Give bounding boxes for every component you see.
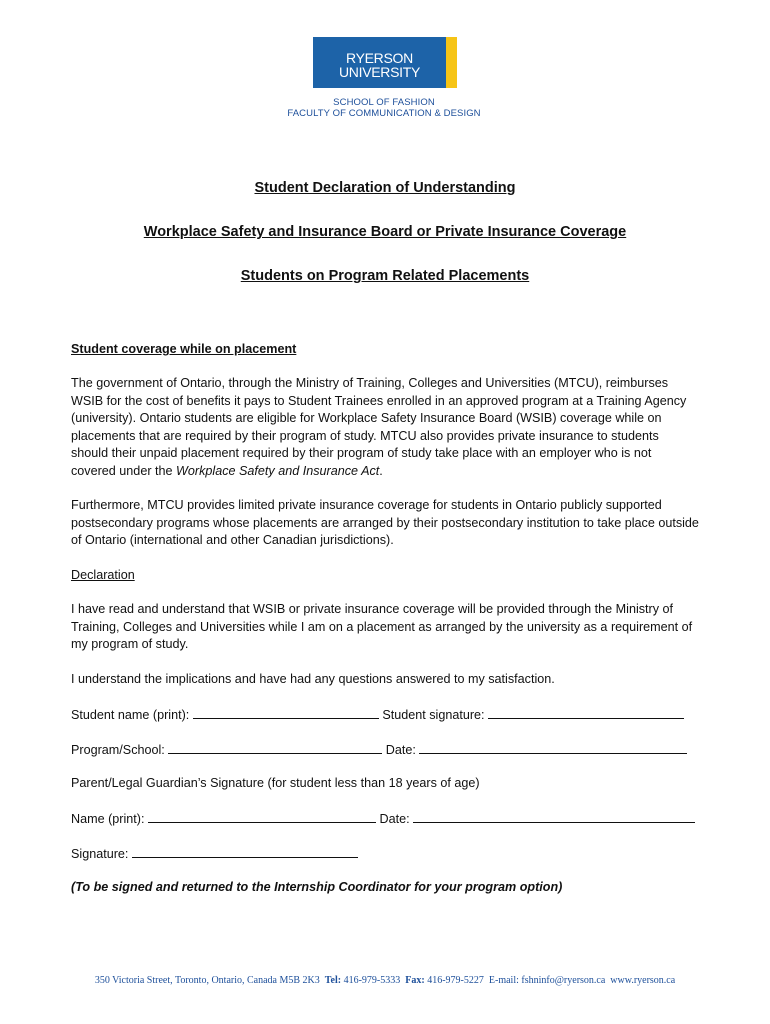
student-signature-field[interactable] bbox=[488, 706, 684, 719]
footer-address: 350 Victoria Street, Toronto, Ontario, Canada M5B 2K3 bbox=[94, 975, 320, 986]
logo-line-1: RYERSON bbox=[346, 50, 413, 66]
footer-tel-label: Tel: bbox=[324, 975, 342, 986]
guardian-signature-label: Signature: bbox=[71, 847, 129, 861]
guardian-heading-text: Parent/Legal Guardian’s Signature (for student less than 18 years of age) bbox=[71, 776, 480, 790]
coverage-paragraph-1 bbox=[71, 375, 699, 480]
act-name: Workplace Safety and Insurance Act bbox=[176, 463, 380, 478]
program-school-field[interactable] bbox=[168, 741, 382, 754]
return-note bbox=[71, 879, 699, 897]
student-signature-label: Student signature: bbox=[382, 708, 485, 722]
coverage-paragraph-2 bbox=[71, 497, 699, 550]
guardian-name-label: Name (print): bbox=[71, 812, 145, 826]
footer-fax-label: Fax: bbox=[405, 975, 425, 986]
coverage-heading-text: Student coverage while on placement bbox=[71, 342, 297, 356]
student-name-label: Student name (print): bbox=[71, 708, 190, 722]
document-title: Student Declaration of Understanding bbox=[254, 180, 516, 196]
footer-email-label: E-mail: bbox=[488, 975, 519, 986]
guardian-date-label: Date: bbox=[379, 812, 410, 826]
student-row bbox=[71, 706, 699, 725]
declaration-paragraph-1-text: I have read and understand that WSIB or private insurance coverage will be provided through the Ministry of Training, Colleges and Universities while I am on a placement as arranged by the university as a requirement of my program of study. bbox=[71, 602, 693, 651]
coverage-paragraph-1-text: The government of Ontario, through the Ministry of Training, Colleges and Universities (MTCU), reimburses WSIB for the cost of benefits it pays to Student Trainees enrolled in an approved program at a Training Agency (university). Ontario students are eligible for Workplace Safety Insurance Board (WSIB) coverage while on placements that are required by their program of study. MTCU also provides private insurance to students should their unpaid placement required by their program of study take place with an employer who is not covered under the bbox=[71, 376, 687, 478]
guardian-name-row bbox=[71, 810, 699, 829]
program-school-label: Program/School: bbox=[71, 743, 165, 757]
declaration-heading bbox=[71, 567, 699, 585]
student-name-field[interactable] bbox=[193, 706, 379, 719]
school-name: SCHOOL OF FASHION bbox=[333, 97, 435, 108]
declaration-heading-text: Declaration bbox=[71, 568, 135, 582]
ryerson-logo bbox=[313, 37, 457, 88]
program-row bbox=[71, 741, 699, 760]
guardian-heading bbox=[71, 775, 699, 793]
coverage-paragraph-2-text: Furthermore, MTCU provides limited private insurance coverage for students in Ontario publicly supported postsecondary programs whose placements are arranged by their postsecondary institution to take place outside of Ontario (international and other Canadian jurisdictions). bbox=[71, 498, 699, 547]
coverage-heading bbox=[71, 341, 699, 359]
return-note-text: (To be signed and returned to the Internship Coordinator for your program option) bbox=[71, 880, 563, 894]
footer-website[interactable]: www.ryerson.ca bbox=[610, 975, 676, 986]
guardian-date-field[interactable] bbox=[413, 810, 695, 823]
guardian-signature-field[interactable] bbox=[132, 845, 358, 858]
declaration-paragraph-2 bbox=[71, 671, 699, 689]
faculty-name: FACULTY OF COMMUNICATION & DESIGN bbox=[287, 108, 481, 119]
guardian-name-field[interactable] bbox=[148, 810, 376, 823]
date-field[interactable] bbox=[419, 741, 687, 754]
coverage-paragraph-1-end: . bbox=[379, 463, 383, 478]
declaration-paragraph-2-text: I understand the implications and have had any questions answered to my satisfaction. bbox=[71, 672, 555, 686]
footer-email[interactable]: fshninfo@ryerson.ca bbox=[521, 975, 606, 986]
date-label: Date: bbox=[385, 743, 416, 757]
logo-line-2: UNIVERSITY bbox=[338, 64, 420, 80]
document-subtitle-2: Students on Program Related Placements bbox=[240, 268, 530, 284]
footer-contact bbox=[0, 975, 770, 986]
logo-gold-bar bbox=[446, 37, 457, 88]
footer-tel: 416-979-5333 bbox=[343, 975, 401, 986]
footer-fax: 416-979-5227 bbox=[427, 975, 484, 986]
declaration-paragraph-1 bbox=[71, 601, 699, 654]
guardian-signature-row bbox=[71, 845, 699, 864]
document-subtitle: Workplace Safety and Insurance Board or Private Insurance Coverage bbox=[143, 224, 627, 240]
